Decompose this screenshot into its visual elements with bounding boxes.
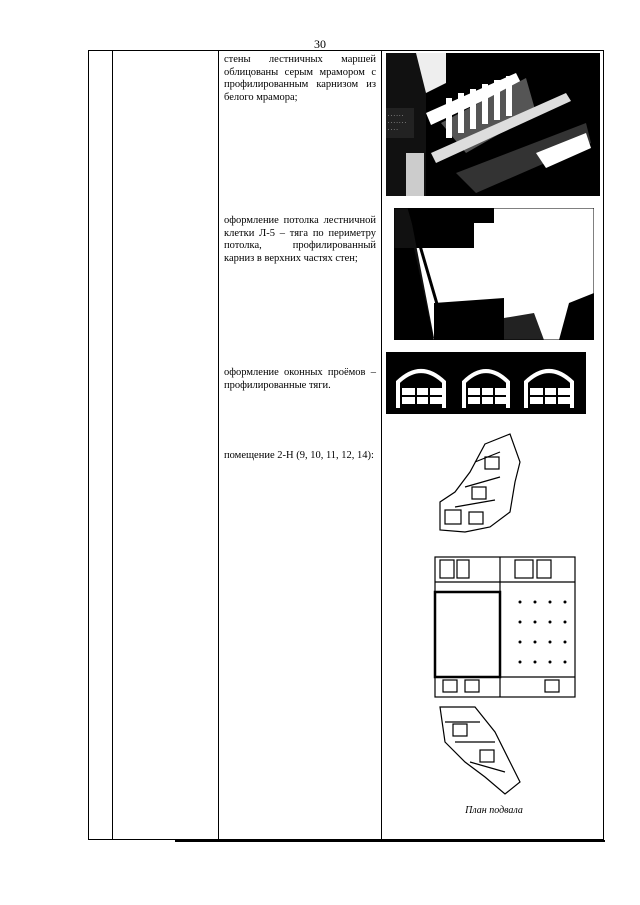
svg-text:. . . . . . .: . . . . . . . <box>388 119 407 125</box>
window-openings-photo <box>386 352 586 414</box>
row-3-description: оформление оконных проёмов – профилированные тяги. <box>224 367 376 391</box>
column-divider-1 <box>112 50 113 840</box>
column-divider-3 <box>381 50 382 840</box>
basement-floor-plan <box>425 432 585 804</box>
row-1-description: стены лестничных маршей облицованы серым мрамором с профилированным карнизом из белого мрамора; <box>224 54 376 103</box>
ceiling-photo <box>394 208 594 340</box>
bottom-rule <box>175 840 605 842</box>
page-number: 30 <box>314 37 326 51</box>
staircase-photo <box>386 53 600 196</box>
row-2-description: оформление потолка лестничной клетки Л-5 – тяга по периметру потолка, профилированный карниз в верхних частях стен; <box>224 215 376 264</box>
svg-text:. . . .: . . . . <box>388 126 398 132</box>
column-divider-2 <box>218 50 219 840</box>
svg-text:. . . . . .: . . . . . . <box>388 112 404 118</box>
floor-plan-caption: План подвала <box>465 805 523 816</box>
row-4-description: помещение 2-Н (9, 10, 11, 12, 14): <box>224 450 374 461</box>
